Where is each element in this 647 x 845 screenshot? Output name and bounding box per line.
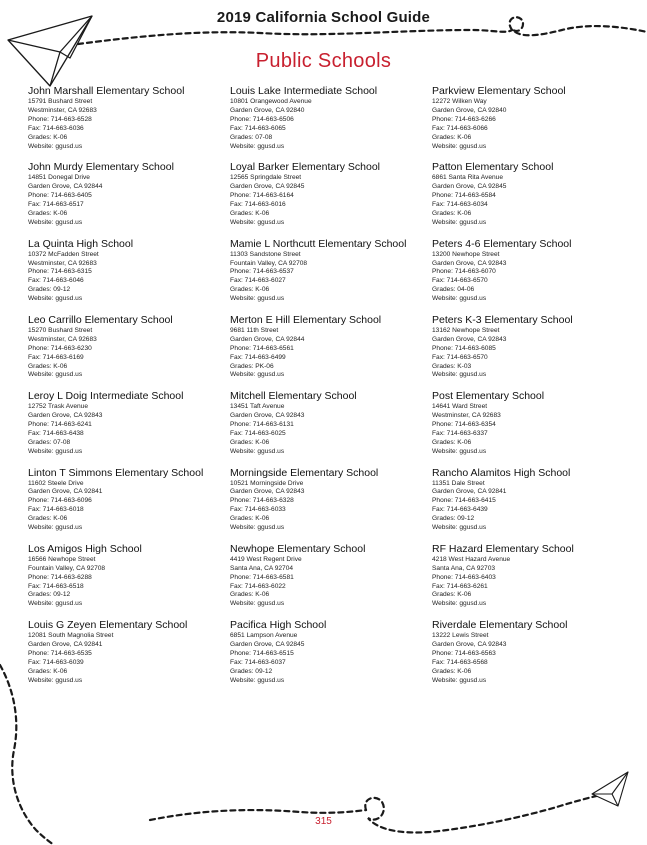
school-grades: Grades: 04-06 [432,286,475,294]
school-phone: Phone: 714-663-6535 [28,649,92,657]
school-fax: Fax: 714-663-6022 [230,582,286,590]
school-name: Newhope Elementary School [230,542,366,555]
school-website[interactable]: Website: ggusd.us [230,142,285,150]
school-city: Garden Grove, CA 92840 [230,106,305,114]
school-phone: Phone: 714-663-6405 [28,192,92,200]
section-title: Public Schools [255,50,392,72]
school-grades: Grades: 09-12 [28,286,71,294]
school-grades: Grades: 07-08 [230,133,273,141]
school-name: Louis Lake Intermediate School [230,85,378,97]
school-city: Fountain Valley, CA 92708 [28,564,106,572]
school-website[interactable]: Website: ggusd.us [432,676,487,684]
school-grades: Grades: PK-06 [230,362,274,370]
school-fax: Fax: 714-663-6066 [432,124,488,132]
school-fax: Fax: 714-663-6039 [28,658,84,666]
school-phone: Phone: 714-663-6354 [432,421,496,428]
school-grades: Grades: 09-12 [230,667,273,675]
school-address: 10801 Orangewood Avenue [230,98,312,105]
school-entry [230,390,430,456]
school-phone: Phone: 714-663-6528 [28,115,92,123]
school-name: Peters 4-6 Elementary School [432,237,572,250]
school-website[interactable]: Website: ggusd.us [432,600,487,608]
school-phone: Phone: 714-663-6561 [230,344,294,352]
school-city: Santa Ana, CA 92704 [230,564,294,572]
school-name: Louis G Zeyen Elementary School [28,619,188,632]
school-website[interactable]: Website: ggusd.us [28,447,83,455]
school-name: Los Amigos High School [28,542,142,555]
school-phone: Phone: 714-663-6581 [230,573,294,581]
school-entry [230,314,430,380]
school-fax: Fax: 714-663-6034 [432,201,488,209]
school-entry [28,161,228,227]
school-name: Pacifica High School [230,619,327,632]
school-phone: Phone: 714-663-6230 [28,344,92,352]
school-website[interactable]: Website: ggusd.us [230,295,285,303]
school-website[interactable]: Website: ggusd.us [28,600,83,608]
school-entry [432,85,632,151]
school-city: Garden Grove, CA 92843 [432,641,507,648]
school-name: RF Hazard Elementary School [432,542,574,555]
school-fax: Fax: 714-663-6036 [28,124,84,132]
school-grades: Grades: K-06 [28,515,68,523]
school-address: 9681 11th Street [230,326,279,334]
school-city: Garden Grove, CA 92844 [230,335,305,343]
school-address: 12565 Springdale Street [230,174,302,182]
school-grades: Grades: 09-12 [432,515,475,523]
school-fax: Fax: 714-663-6518 [28,582,84,590]
school-fax: Fax: 714-663-6568 [432,658,488,666]
school-city: Garden Grove, CA 92841 [28,641,103,648]
school-entry [28,467,228,533]
school-city: Westminster, CA 92683 [28,335,97,343]
school-fax: Fax: 714-663-6261 [432,582,488,590]
school-fax: Fax: 714-663-6499 [230,353,286,361]
school-fax: Fax: 714-663-6169 [28,353,84,361]
school-entry [432,390,632,456]
school-fax: Fax: 714-663-6027 [230,277,286,285]
school-entry [230,238,430,304]
school-address: 11351 Dale Street [432,479,485,487]
school-grades: Grades: K-06 [432,133,472,141]
school-phone: Phone: 714-663-6415 [432,497,496,505]
school-city: Westminster, CA 92683 [28,259,97,267]
school-phone: Phone: 714-663-6131 [230,421,294,428]
school-entry [432,619,632,685]
school-address: 13222 Lewis Street [432,632,489,640]
school-website[interactable]: Website: ggusd.us [28,524,83,532]
school-name: Leo Carrillo Elementary School [28,313,173,326]
school-city: Garden Grove, CA 92841 [28,488,103,496]
school-fax: Fax: 714-663-6439 [432,506,488,514]
school-grades: Grades: 07-08 [28,438,71,446]
school-name: Leroy L Doig Intermediate School [28,390,184,403]
school-phone: Phone: 714-663-6241 [28,421,92,428]
school-entry [432,238,632,304]
school-grades: Grades: K-06 [28,209,68,217]
school-entry [230,161,430,227]
school-address: 12752 Trask Avenue [28,403,88,411]
school-city: Garden Grove, CA 92843 [230,412,305,420]
school-website[interactable]: Website: ggusd.us [230,447,285,455]
school-grades: Grades: K-06 [28,133,68,141]
school-website[interactable]: Website: ggusd.us [432,371,487,379]
school-name: Mitchell Elementary School [230,390,357,403]
school-entry [230,543,430,609]
school-fax: Fax: 714-663-6046 [28,277,84,285]
school-website[interactable]: Website: ggusd.us [230,218,285,226]
school-fax: Fax: 714-663-6025 [230,429,286,437]
school-grades: Grades: K-06 [230,209,270,217]
school-address: 4419 West Regent Drive [230,555,302,563]
school-grades: Grades: K-03 [432,362,472,370]
school-city: Santa Ana, CA 92703 [432,564,496,572]
school-name: Parkview Elementary School [432,85,566,97]
school-address: 13451 Taft Avenue [230,403,285,411]
school-phone: Phone: 714-663-6584 [432,192,496,200]
school-name: Morningside Elementary School [230,466,379,479]
school-address: 6851 Lampson Avenue [230,632,298,640]
school-city: Westminster, CA 92683 [432,412,501,420]
school-address: 15270 Bushard Street [28,326,93,334]
school-website[interactable]: Website: ggusd.us [230,676,285,684]
school-entry [28,390,228,456]
school-fax: Fax: 714-663-6018 [28,506,84,514]
school-phone: Phone: 714-663-6563 [432,649,496,657]
school-fax: Fax: 714-663-6065 [230,124,286,132]
school-name: Rancho Alamitos High School [432,466,571,479]
school-fax: Fax: 714-663-6517 [28,201,84,209]
school-city: Garden Grove, CA 92841 [432,488,507,496]
school-address: 15791 Bushard Street [28,98,93,105]
school-city: Garden Grove, CA 92845 [230,183,305,191]
school-address: 10521 Morningside Drive [230,479,304,487]
school-fax: Fax: 714-663-6570 [432,353,488,361]
school-city: Garden Grove, CA 92843 [432,259,507,267]
school-grades: Grades: K-06 [230,515,270,523]
school-address: 14641 Ward Street [432,403,488,411]
school-fax: Fax: 714-663-6016 [230,201,286,209]
school-phone: Phone: 714-663-6070 [432,268,496,276]
paper-airplane-icon [592,772,628,806]
school-city: Garden Grove, CA 92844 [28,183,103,191]
school-website[interactable]: Website: ggusd.us [28,295,83,303]
school-phone: Phone: 714-663-6315 [28,268,92,276]
school-name: La Quinta High School [28,237,134,250]
school-entry [230,619,430,685]
school-fax: Fax: 714-663-6033 [230,506,286,514]
school-address: 4218 West Hazard Avenue [432,555,511,563]
school-entry [432,467,632,533]
school-city: Garden Grove, CA 92843 [28,412,103,420]
school-grades: Grades: 09-12 [28,591,71,599]
school-entry [432,543,632,609]
school-fax: Fax: 714-663-6438 [28,429,84,437]
school-name: Mamie L Northcutt Elementary School [230,237,407,250]
school-phone: Phone: 714-663-6096 [28,497,92,505]
school-phone: Phone: 714-663-6328 [230,497,294,505]
school-name: John Murdy Elementary School [28,161,174,174]
school-phone: Phone: 714-663-6403 [432,573,496,581]
school-website[interactable]: Website: ggusd.us [432,295,487,303]
school-phone: Phone: 714-663-6164 [230,192,294,200]
school-name: Riverdale Elementary School [432,619,568,632]
school-address: 11303 Sandstone Street [230,250,301,258]
school-fax: Fax: 714-663-6037 [230,658,286,666]
school-phone: Phone: 714-663-6537 [230,268,294,276]
page-number: 315 [315,816,332,827]
school-address: 14851 Donegal Drive [28,174,90,182]
school-city: Garden Grove, CA 92845 [230,641,305,648]
school-entry [432,161,632,227]
school-address: 12272 Wilken Way [432,98,487,105]
school-city: Westminster, CA 92683 [28,106,97,114]
school-fax: Fax: 714-663-6337 [432,429,488,437]
school-grades: Grades: K-06 [230,438,270,446]
school-website[interactable]: Website: ggusd.us [230,524,285,532]
school-website[interactable]: Website: ggusd.us [432,142,487,150]
page-header-title: 2019 California School Guide [216,9,431,26]
school-website[interactable]: Website: ggusd.us [28,676,83,684]
school-phone: Phone: 714-663-6515 [230,649,294,657]
school-website[interactable]: Website: ggusd.us [28,371,83,379]
school-address: 11602 Steele Drive [28,479,84,487]
school-entry [28,85,228,151]
school-address: 13162 Newhope Street [432,326,500,334]
school-grades: Grades: K-06 [230,286,270,294]
school-entry [28,543,228,609]
school-grades: Grades: K-06 [432,591,472,599]
school-entry [28,238,228,304]
school-address: 16566 Newhope Street [28,555,96,563]
school-website[interactable]: Website: ggusd.us [432,218,487,226]
school-website[interactable]: Website: ggusd.us [230,600,285,608]
school-address: 12081 South Magnolia Street [28,632,114,640]
school-name: Loyal Barker Elementary School [230,161,380,174]
school-name: Post Elementary School [432,390,545,403]
school-name: Peters K-3 Elementary School [432,313,573,326]
school-entry [230,467,430,533]
school-name: Merton E Hill Elementary School [230,313,382,326]
school-grades: Grades: K-06 [432,438,472,446]
school-fax: Fax: 714-663-6570 [432,277,488,285]
school-grades: Grades: K-06 [432,209,472,217]
school-grades: Grades: K-06 [432,667,472,675]
school-city: Garden Grove, CA 92845 [432,183,507,191]
school-phone: Phone: 714-663-6085 [432,344,496,352]
school-phone: Phone: 714-663-6506 [230,115,294,123]
school-phone: Phone: 714-663-6266 [432,115,496,123]
school-website[interactable]: Website: ggusd.us [28,142,83,150]
school-city: Garden Grove, CA 92843 [432,335,507,343]
school-grades: Grades: K-06 [28,362,68,370]
school-entry [28,314,228,380]
school-grades: Grades: K-06 [230,591,270,599]
school-entry [230,85,430,151]
school-address: 10372 McFadden Street [28,250,99,258]
school-address: 13200 Newhope Street [432,250,500,258]
school-city: Garden Grove, CA 92840 [432,106,507,114]
school-entry [28,619,228,685]
school-city: Garden Grove, CA 92843 [230,488,305,496]
school-address: 6861 Santa Rita Avenue [432,174,504,182]
school-website[interactable]: Website: ggusd.us [230,371,285,379]
school-city: Fountain Valley, CA 92708 [230,259,308,267]
school-name: Patton Elementary School [432,161,554,174]
school-name: John Marshall Elementary School [28,85,185,97]
school-name: Linton T Simmons Elementary School [28,466,204,479]
school-website[interactable]: Website: ggusd.us [432,447,487,455]
school-grades: Grades: K-06 [28,667,68,675]
school-entry [432,314,632,380]
school-website[interactable]: Website: ggusd.us [432,524,487,532]
school-phone: Phone: 714-663-6288 [28,573,92,581]
school-website[interactable]: Website: ggusd.us [28,218,83,226]
